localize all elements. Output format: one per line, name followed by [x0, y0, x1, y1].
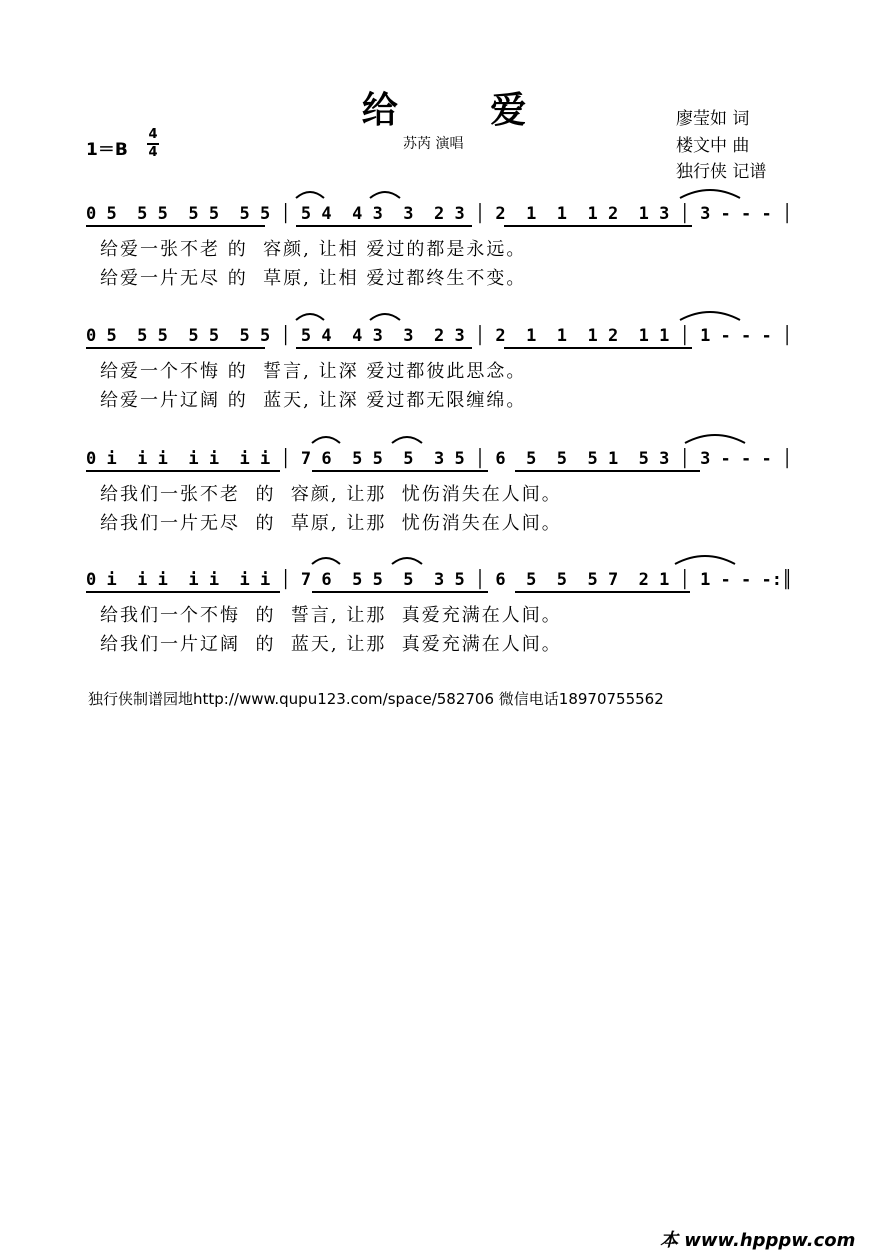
lyric-line-1b: 给爱一片无尽 的 草原, 让相 爱过都终生不变。 [100, 268, 527, 289]
notation-line-3: 0 i i i i i i i │ 7 6 5 5 5 3 5 │ 6 5 5 5 1 5 3 │ 3 - - - │ [86, 449, 793, 469]
notation-line-2: 0 5 5 5 5 5 5 5 │ 5 4 4 3 3 2 3 │ 2 1 1 1 2 1 1 │ 1 - - - │ [86, 326, 793, 346]
slur [296, 314, 324, 320]
slur [680, 312, 740, 320]
watermark: 本 www.hpppw.com [660, 1230, 856, 1251]
key-signature: 1＝B [86, 140, 128, 160]
lyric-line-4b: 给我们一片辽阔 的 蓝天, 让那 真爱充满在人间。 [100, 634, 562, 655]
slur [392, 437, 422, 443]
slur [680, 190, 740, 198]
slur [685, 435, 745, 443]
slur [370, 314, 400, 320]
lyric-line-1a: 给爱一张不老 的 容颜, 让相 爱过的都是永远。 [100, 239, 527, 260]
lyric-line-3a: 给我们一张不老 的 容颜, 让那 忧伤消失在人间。 [100, 484, 562, 505]
lyric-line-2a: 给爱一个不悔 的 誓言, 让深 爱过都彼此思念。 [100, 361, 527, 382]
time-signature-top: 4 [148, 127, 158, 142]
lyricist-credit: 廖莹如 词 [676, 109, 750, 129]
slur [312, 558, 340, 564]
slur [312, 437, 340, 443]
notation-line-1: 0 5 5 5 5 5 5 5 │ 5 4 4 3 3 2 3 │ 2 1 1 1 2 1 3 │ 3 - - - │ [86, 204, 793, 224]
singer-credit: 苏芮 演唱 [403, 136, 464, 152]
composer-credit: 楼文中 曲 [676, 136, 750, 156]
time-signature-bottom: 4 [148, 145, 158, 160]
slur [370, 192, 400, 198]
lyric-line-3b: 给我们一片无尽 的 草原, 让那 忧伤消失在人间。 [100, 513, 562, 534]
footer-text: 独行侠制谱园地http://www.qupu123.com/space/582706 微信电话18970755562 [88, 690, 664, 708]
slur [392, 558, 422, 564]
song-title: 给 爱 [361, 89, 567, 131]
lyric-line-4a: 给我们一个不悔 的 誓言, 让那 真爱充满在人间。 [100, 605, 562, 626]
slur [296, 192, 324, 198]
notation-line-4: 0 i i i i i i i │ 7 6 5 5 5 3 5 │ 6 5 5 5 7 2 1 │ 1 - - -:║ [86, 570, 793, 590]
lyric-line-2b: 给爱一片辽阔 的 蓝天, 让深 爱过都无限缠绵。 [100, 390, 527, 411]
transcriber-credit: 独行侠 记谱 [676, 162, 767, 182]
slur [675, 556, 735, 564]
